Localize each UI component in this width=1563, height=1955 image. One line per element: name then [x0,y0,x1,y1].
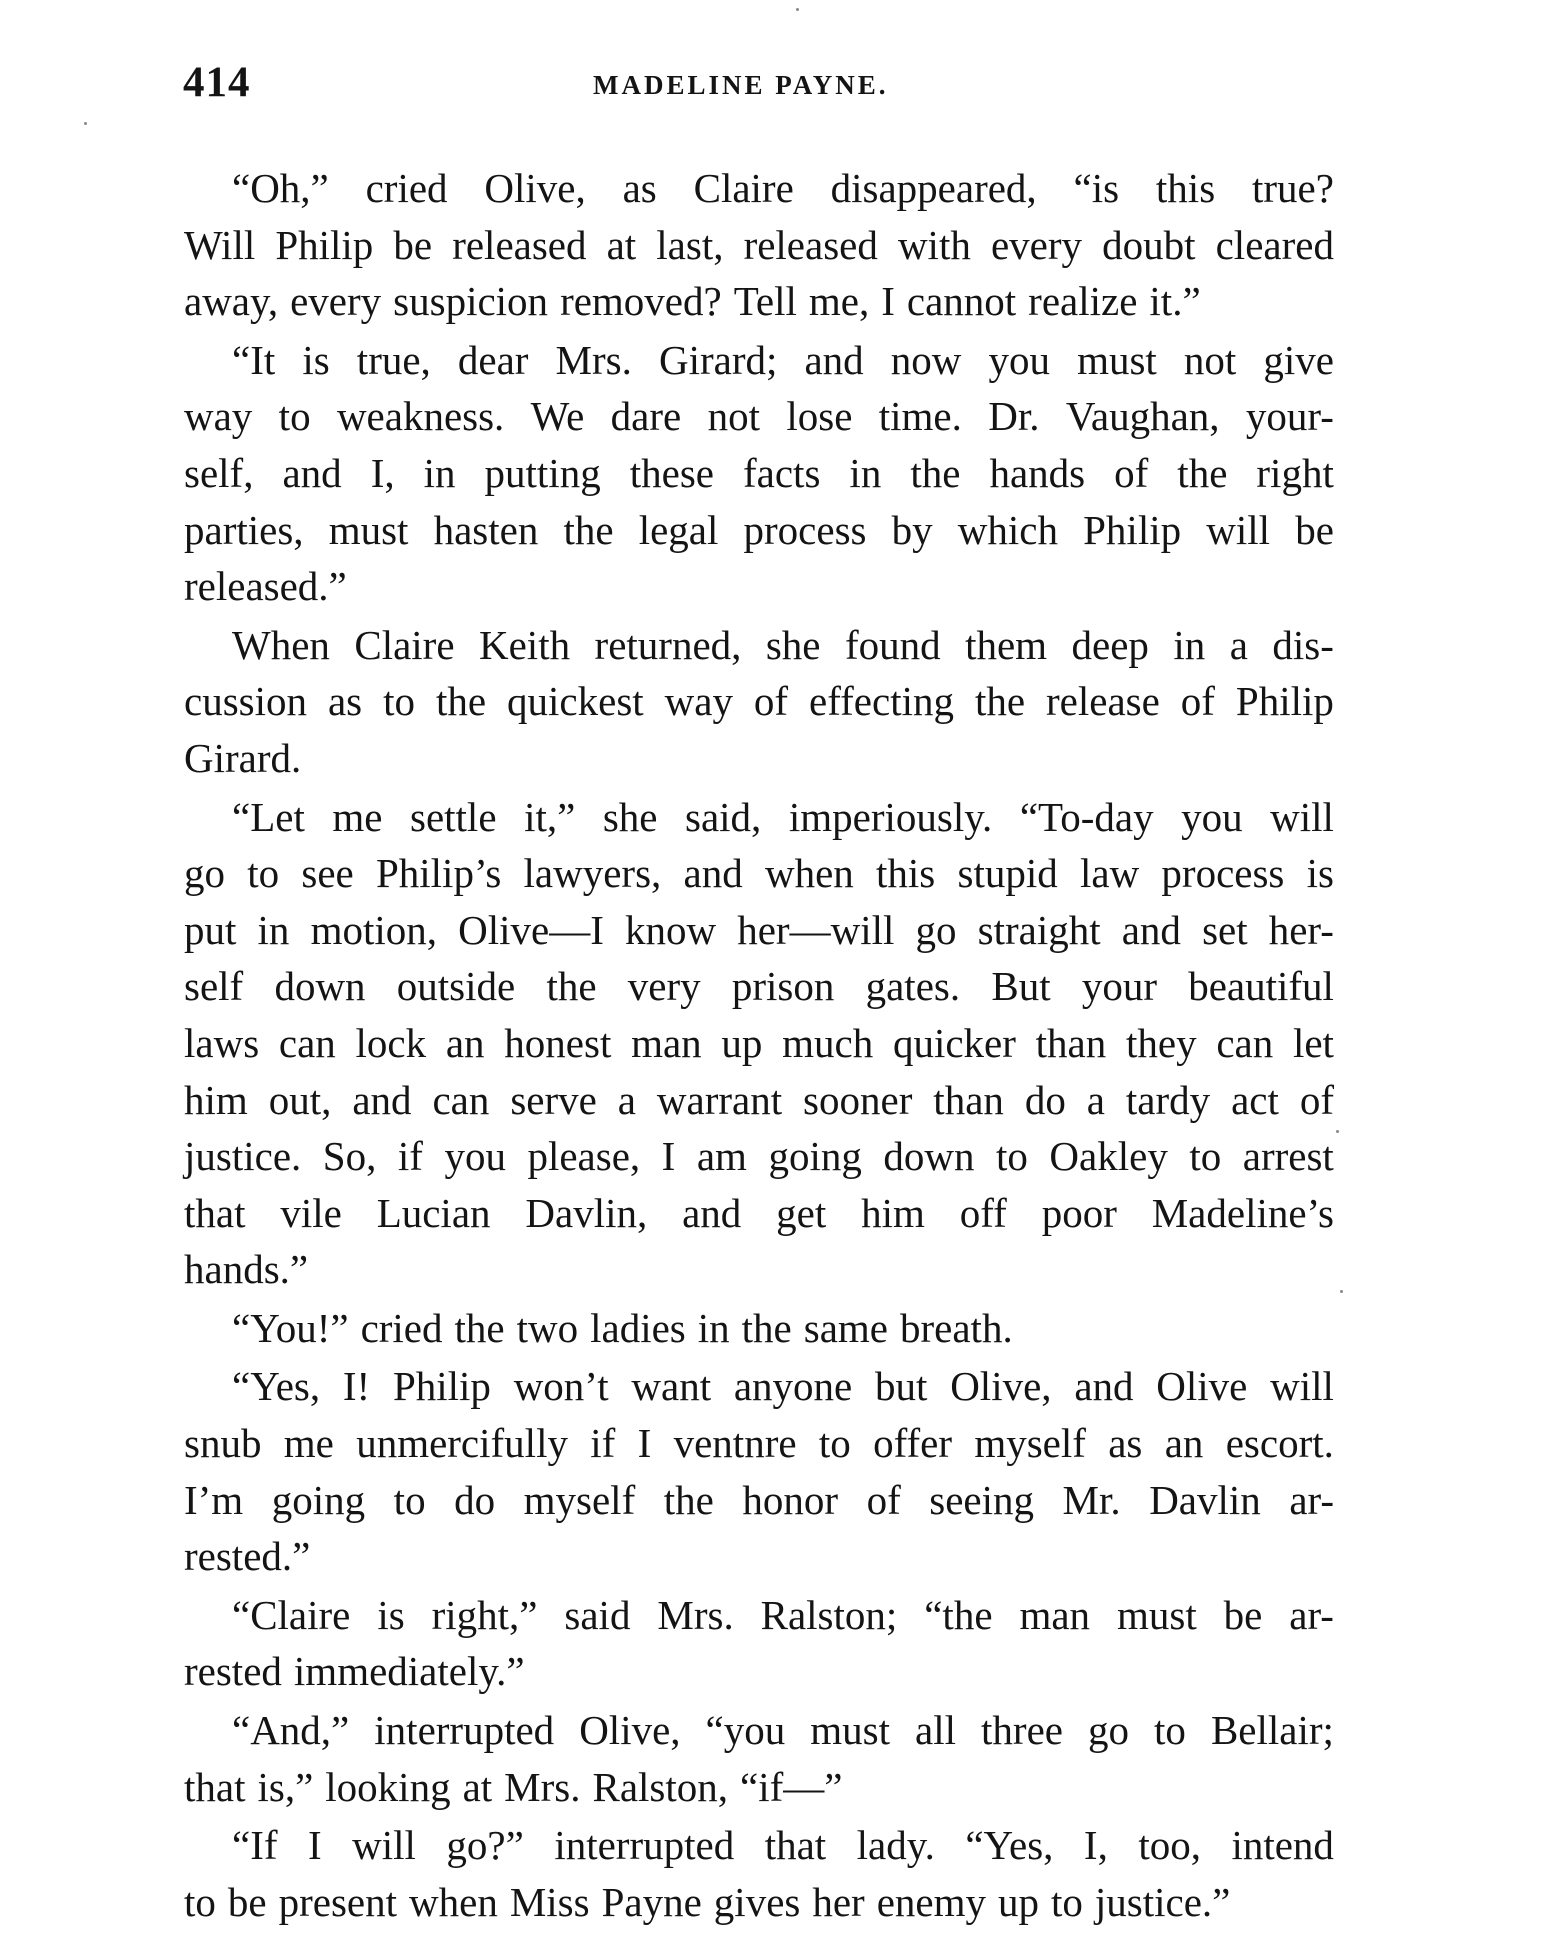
text-line: go to see Philip’s lawyers, and when this stupid law process is [184,850,1334,897]
text-line: “You!” cried the two ladies in the same breath. [232,1304,1013,1351]
text-line: way to weakness. We dare not lose time. Dr. Vaughan, your- [184,393,1334,440]
text-line: “Let me settle it,” she said, imperiously. “To-day you will [232,793,1334,840]
page-header [183,58,1343,118]
text-line: rested.” [184,1533,311,1580]
paragraph [184,160,1334,330]
text-line: I’m going to do myself the honor of seeing Mr. Davlin ar- [184,1476,1334,1523]
text-line: self down outside the very prison gates. But your beautiful [184,963,1334,1010]
paragraph [184,332,1334,615]
text-line: Will Philip be released at last, released with every doubt cleared [184,221,1334,268]
text-line: Girard. [184,734,302,781]
paragraph [184,1300,1334,1357]
text-line: “Claire is right,” said Mrs. Ralston; “the man must be ar- [232,1591,1334,1638]
text-line: When Claire Keith returned, she found them deep in a dis- [232,621,1334,668]
text-line: “Yes, I! Philip won’t want anyone but Olive, and Olive will [232,1363,1334,1410]
scan-speck [1336,1130,1339,1133]
paragraph [184,1358,1334,1584]
paragraph [184,1587,1334,1700]
body-text [184,160,1334,1932]
paragraph [184,789,1334,1298]
text-line: that is,” looking at Mrs. Ralston, “if—” [184,1763,843,1810]
text-line: “And,” interrupted Olive, “you must all three go to Bellair; [232,1707,1334,1754]
paragraph [184,1817,1334,1930]
text-line: him out, and can serve a warrant sooner than do a tardy act of [184,1076,1334,1123]
text-line: put in motion, Olive—I know her—will go straight and set her- [184,906,1334,953]
paragraph [184,1702,1334,1815]
text-line: away, every suspicion removed? Tell me, I cannot realize it.” [184,278,1201,325]
text-line: parties, must hasten the legal process by which Philip will be [184,506,1334,553]
text-line: released.” [184,563,347,610]
text-line: self, and I, in putting these facts in the hands of the right [184,449,1334,496]
scan-speck [796,8,799,11]
text-line: cussion as to the quickest way of effecting the release of Philip [184,678,1334,725]
text-line: snub me unmercifully if I ventnre to offer myself as an escort. [184,1420,1334,1467]
text-line: justice. So, if you please, I am going down to Oakley to arrest [184,1133,1334,1180]
scan-speck [1340,1290,1343,1293]
running-head: MADELINE PAYNE. [593,70,889,100]
text-line: “Oh,” cried Olive, as Claire disappeared, “is this true? [232,165,1334,211]
text-line: “It is true, dear Mrs. Girard; and now you must not give [232,336,1334,383]
text-line: laws can lock an honest man up much quicker than they can let [184,1019,1334,1066]
scan-speck [84,122,87,125]
text-line: to be present when Miss Payne gives her enemy up to justice.” [184,1878,1231,1925]
text-line: that vile Lucian Davlin, and get him off poor Madeline’s [184,1189,1334,1236]
text-line: hands.” [184,1246,309,1293]
text-line: rested immediately.” [184,1648,525,1695]
page-number: 414 [183,59,251,106]
paragraph [184,617,1334,787]
text-line: “If I will go?” interrupted that lady. “Yes, I, too, intend [232,1822,1334,1869]
